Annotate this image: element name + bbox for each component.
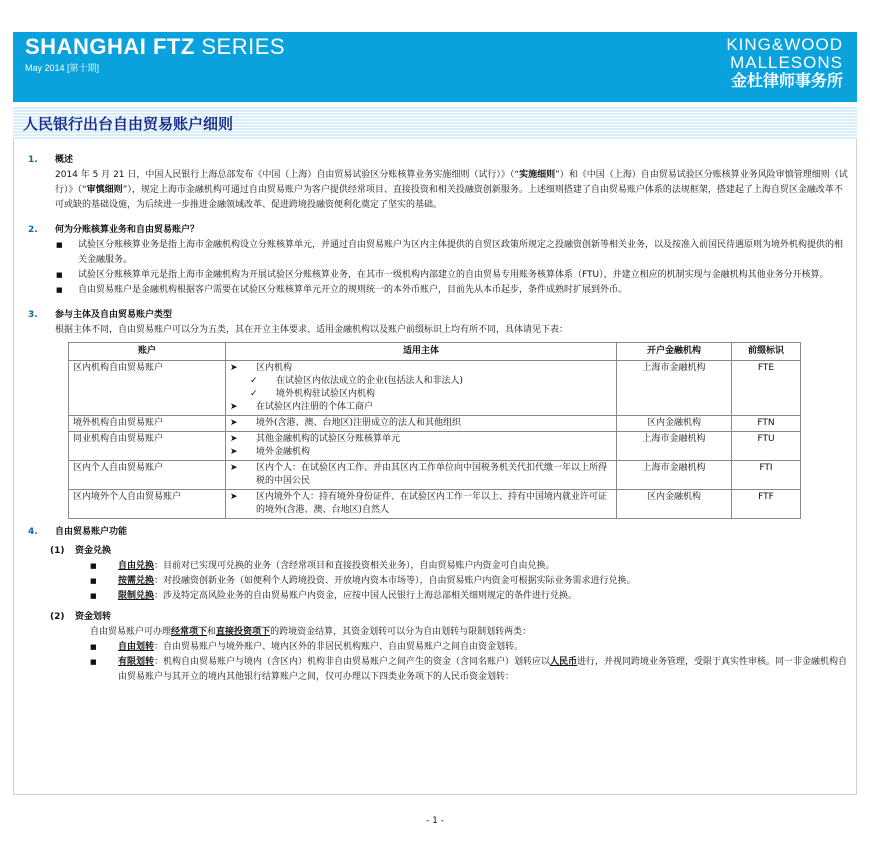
- list-item: ■ 自由贸易账户是金融机构根据客户需要在试验区分账核算单元开立的规则统一的本外币账户，目前先从本币起步，条件成熟时扩展到外币。: [28, 283, 848, 298]
- section-1-heading: 1. 概述: [28, 155, 74, 165]
- header-banner: [13, 32, 857, 102]
- series-title: SHANGHAI FTZ SERIES: [25, 34, 286, 59]
- bullet-icon: ■: [90, 592, 97, 600]
- doc-title: 人民银行出台自由贸易账户细则: [23, 115, 234, 133]
- bullet-icon: ■: [90, 643, 97, 651]
- subsection-2-intro: 自由贸易账户可办理经常项下和直接投资项下的跨境资金结算，其资金划转可以分为自由划转与限制划转两类：: [90, 627, 532, 637]
- arrow-icon: ➤: [230, 434, 238, 444]
- bullet-icon: ■: [90, 562, 97, 570]
- arrow-icon: ➤: [230, 492, 238, 502]
- list-item: ■ 有限划转：机构自由贸易账户与境内（含区内）机构非自由贸易账户之间产生的资金（含同名账户）划转应以人民币进行，并视同跨境业务管理，受限于真实性审核。同一非金融机构自由贸易账户与其开立的境内其他银行结算账户之间，仅可办理以下四类业务项下的人民币资金划转：: [90, 657, 848, 682]
- arrow-icon: ➤: [230, 402, 238, 412]
- bullet-icon: ■: [90, 577, 97, 585]
- table-header-row: 账户 适用主体 开户金融机构 前缀标识: [69, 343, 801, 361]
- table-row: 同业机构自由贸易账户 ➤ 其他金融机构的试验区分账核算单元 ➤ 境外金融机构 上海市金融机构 FTU: [69, 432, 801, 461]
- section-3-heading: 3. 参与主体及自由贸易账户类型: [28, 310, 173, 320]
- section-4-heading: 4. 自由贸易账户功能: [28, 527, 128, 537]
- check-icon: ✓: [250, 389, 258, 399]
- bullet-icon: ■: [56, 271, 63, 279]
- subsection-2-heading: (2) 资金划转: [50, 612, 112, 622]
- title-band: [13, 107, 857, 139]
- page-number: - 1 -: [426, 816, 444, 826]
- section-1-text: 2014 年 5 月 21 日，中国人民银行上海总部发布《中国（上海）自由贸易试验区分账核算业务实施细则（试行）》（“实施细则”）和《中国（上海）自由贸易试验区分账核算业务风险审慎管理细则（试行）》（“审慎细则”），规定上海市金融机构可通过自由贸易账户为客户提供经常项目、直接投资和相关投融资创新服务。上述细则搭建了自由贸易账户体系的法规框架，搭建起了上海自贸区金融改革不可或缺的基础设施，为后续进一步推进金融领域改革、促进跨境投融资便利化奠定了坚实的基础。: [55, 170, 848, 210]
- bullet-icon: ■: [56, 241, 63, 249]
- section-2-heading: 2. 何为分账核算业务和自由贸易账户？: [28, 225, 200, 235]
- list-item: ■ 自由兑换：目前对已实现可兑换的业务（含经常项目和直接投资相关业务），自由贸易账户内资金可自由兑换。: [28, 559, 848, 574]
- account-type-table: [68, 342, 801, 519]
- section-3-intro: 根据主体不同，自由贸易账户可以分为五类，其在开立主体要求、适用金融机构以及账户前缀标识上均有所不同，具体请见下表：: [55, 325, 569, 335]
- arrow-icon: ➤: [230, 463, 238, 473]
- list-item: ■ 试验区分账核算单元是指上海市金融机构为开展试验区分账核算业务，在其市一级机构内部建立的自由贸易专用账务核算体系（FTU），并建立相应的机制实现与金融机构其他业务分开核算。: [28, 268, 848, 283]
- arrow-icon: ➤: [230, 363, 238, 373]
- table-row: 区内个人自由贸易账户 ➤ 区内个人：在试验区内工作、并由其区内工作单位向中国税务机关代扣代缴一年以上所得税的中国公民 上海市金融机构 FTI: [69, 461, 801, 490]
- arrow-icon: ➤: [230, 418, 238, 428]
- document-body: [28, 147, 848, 685]
- arrow-icon: ➤: [230, 447, 238, 457]
- table-row: 区内机构自由贸易账户 ➤ 区内机构 ✓ 在试验区内依法成立的企业(包括法人和非法人) ✓ 境外机构驻试验区内机构 ➤ 在试验区内注册的个体工商户 上海市金融机构 FTE: [69, 361, 801, 416]
- subsection-1-heading: (1) 资金兑换: [50, 546, 112, 556]
- check-icon: ✓: [250, 376, 258, 386]
- bullet-icon: ■: [56, 286, 63, 294]
- bullet-icon: ■: [90, 658, 97, 666]
- list-item: ■ 限制兑换：涉及特定高风险业务的自由贸易账户内资金，应按中国人民银行上海总部相关细则规定的条件进行兑换。: [28, 589, 848, 604]
- issue-date: May 2014 [第十期]: [25, 63, 100, 73]
- list-item: ■ 试验区分账核算业务是指上海市金融机构设立分账核算单元，并通过自由贸易账户为区内主体提供的自贸区政策所规定之投融资创新等相关业务，以及按准入前国民待遇原则为境外机构提供的相关金融服务。: [56, 240, 844, 265]
- firm-logo: KING&WOOD MALLESONS 金杜律师事务所: [726, 35, 843, 90]
- table-row: 区内境外个人自由贸易账户 ➤ 区内境外个人：持有境外身份证件、在试验区内工作一年以上、持有中国境内就业许可证的境外(含港、澳、台地区)自然人 区内金融机构 FTF: [69, 490, 801, 519]
- table-row: 境外机构自由贸易账户 ➤ 境外(含港、澳、台地区)注册成立的法人和其他组织 区内金融机构 FTN: [69, 416, 801, 432]
- list-item: ■ 按需兑换：对投融资创新业务（如便利个人跨境投资、开放境内资本市场等），自由贸易账户内资金可根据实际业务需求进行兑换。: [28, 574, 848, 589]
- list-item: ■ 自由划转：自由贸易账户与境外账户、境内区外的非居民机构账户、自由贸易账户之间自由资金划转。: [28, 640, 848, 655]
